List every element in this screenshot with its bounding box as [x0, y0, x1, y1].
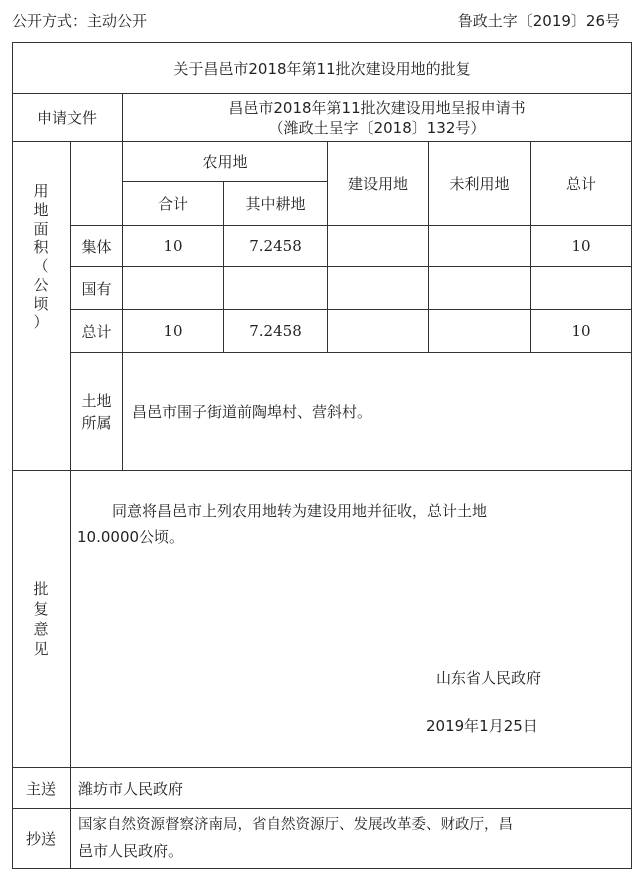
cell-state-construction: [328, 267, 428, 309]
document-title: 关于昌邑市2018年第11批次建设用地的批复: [173, 59, 471, 78]
cell-total-total: 10: [571, 322, 591, 340]
ownership-label-line: 土地: [81, 391, 112, 410]
disclosure-method: 公开方式：主动公开: [12, 12, 148, 30]
application-label: 申请文件: [36, 109, 97, 127]
opinion-text-line-1: 同意将昌邑市上列农用地转为建设用地并征收，总计土地: [112, 502, 488, 520]
cell-total-cultivated: 7.2458: [249, 322, 302, 340]
copy-to-label: 抄送: [25, 830, 56, 848]
issue-date: 2019年1月25日: [426, 717, 538, 735]
header-total: 总计: [565, 175, 596, 193]
side-char: 顷: [33, 294, 49, 313]
land-area-side-label: [12, 142, 70, 470]
cell-collective-total: 10: [571, 237, 591, 255]
header-construction: 建设用地: [347, 175, 408, 193]
side-char: 地: [33, 200, 49, 219]
row-label-total: 总计: [81, 322, 112, 341]
opinion-text-line-2: 10.0000公顷。: [77, 528, 185, 546]
land-ownership-label: [71, 353, 122, 470]
opinion-char: 意: [33, 620, 49, 638]
side-char: ）: [33, 313, 49, 332]
opinion-char: 批: [33, 580, 49, 598]
cell-total-unused: [429, 310, 530, 352]
side-char: 积: [33, 238, 49, 257]
cell-state-subtotal: [123, 267, 223, 309]
cell-total-subtotal: 10: [163, 322, 183, 340]
header-farmland: 农用地: [202, 153, 248, 171]
copy-to-line-2: 邑市人民政府。: [78, 842, 184, 860]
side-char: 用: [33, 182, 49, 200]
side-char: 公: [33, 275, 49, 294]
send-to-value: 潍坊市人民政府: [78, 779, 184, 798]
cell-collective-unused: [429, 226, 530, 266]
cell-total-construction: [328, 310, 428, 352]
cell-state-total: [531, 267, 631, 309]
document-number: 鲁政土字〔2019〕26号: [457, 12, 620, 30]
application-line-2: （潍政土呈字〔2018〕132号）: [268, 118, 486, 137]
row-label-state: 国有: [81, 279, 112, 298]
ownership-label-line: 所属: [81, 413, 112, 432]
row-label-collective: 集体: [81, 237, 112, 256]
approval-opinion-label: [12, 471, 70, 767]
opinion-char: 复: [33, 600, 49, 618]
cell-collective-construction: [328, 226, 428, 266]
issuing-authority: 山东省人民政府: [436, 669, 542, 687]
opinion-char: 见: [33, 640, 49, 658]
header-unused: 未利用地: [449, 175, 510, 193]
cell-collective-cultivated: 7.2458: [249, 237, 302, 255]
side-char: 面: [33, 219, 49, 238]
cell-state-unused: [429, 267, 530, 309]
header-cultivated: 其中耕地: [245, 195, 306, 213]
application-document: [123, 94, 631, 141]
copy-to-line-1: 国家自然资源督察济南局，省自然资源厅、发展改革委、财政厅，昌: [78, 817, 513, 833]
side-char: （: [33, 257, 49, 275]
header-subtotal: 合计: [157, 195, 188, 213]
cell-collective-subtotal: 10: [163, 237, 183, 255]
cell-state-cultivated: [224, 267, 327, 309]
send-to-label: 主送: [25, 779, 56, 798]
land-ownership-value: 昌邑市围子街道前陶埠村、营斜村。: [132, 403, 373, 421]
application-line-1: 昌邑市2018年第11批次建设用地呈报申请书: [228, 98, 526, 117]
